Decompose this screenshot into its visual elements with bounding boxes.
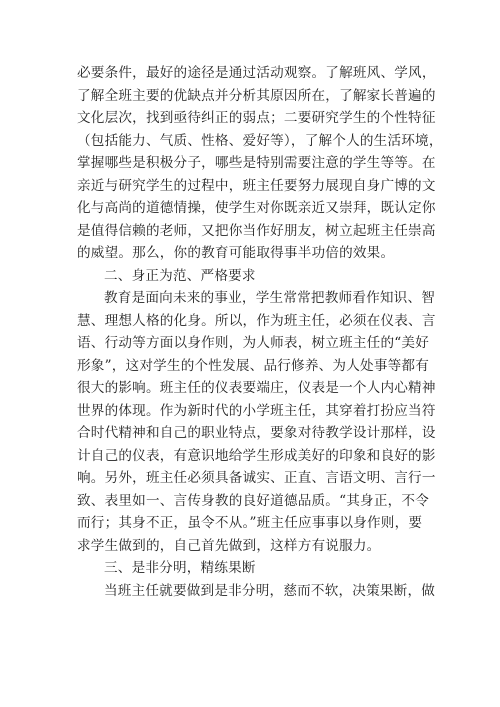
paragraph-line: 的威望。那么，你的教育可能取得事半功倍的效果。 (77, 245, 395, 261)
paragraph-line: 亲近与研究学生的过程中，班主任要努力展现自身广博的文 (77, 177, 436, 194)
section-heading-3: 三、是非分明，精练果断 (104, 560, 256, 576)
paragraph-line: （包括能力、气质、性格、爱好等），了解个人的生活环境， (77, 132, 443, 149)
paragraph-line: 响。另外，班主任必须具备诚实、正直、言语文明、言行一 (77, 470, 436, 486)
paragraph-line: 掌握哪些是积极分子，哪些是特别需要注意的学生等等。在 (77, 155, 436, 171)
document-body (77, 62, 443, 602)
section-heading-2: 二、身正为范、严格要求 (104, 267, 256, 284)
paragraph-line: 计自己的仪表，有意识地给学生形成美好的印象和良好的影 (77, 447, 436, 464)
paragraph-line: 求学生做到的，自己首先做到，这样方有说服力。 (77, 537, 381, 554)
paragraph-line: 合时代精神和自己的职业特点，要象对待教学设计那样，设 (77, 425, 436, 441)
paragraph-line: 而行；其身不正，虽令不从。”班主任应事事以身作则，要 (77, 515, 423, 531)
paragraph-line: 是值得信赖的老师，又把你当作好朋友，树立起班主任崇高 (77, 222, 436, 239)
paragraph-line: 形象”，这对学生的个性发展、品行修养、为人处事等都有 (77, 357, 429, 374)
paragraph-line: 致、表里如一、言传身教的良好道德品质。“其身正，不令 (77, 492, 429, 509)
paragraph-line: 语、行动等方面以身作则，为人师表，树立班主任的“美好 (77, 335, 429, 351)
paragraph-line: 化与高尚的道德情操，使学生对你既亲近又崇拜，既认定你 (77, 200, 436, 216)
paragraph-line: 了解全班主要的优缺点并分析其原因所在，了解家长普遍的 (77, 87, 436, 104)
paragraph-line: 慧、理想人格的化身。所以，作为班主任，必须在仪表、言 (77, 312, 436, 329)
paragraph-line: 教育是面向未来的事业，学生常常把教师看作知识、智 (104, 290, 436, 306)
paragraph-line: 必要条件，最好的途径是通过活动观察。了解班风、学风， (77, 65, 436, 81)
paragraph-line: 世界的体现。作为新时代的小学班主任，其穿着打扮应当符 (77, 402, 436, 419)
paragraph-line: 文化层次，找到亟待纠正的弱点；二要研究学生的个性特征 (77, 110, 436, 126)
paragraph-line: 很大的影响。班主任的仪表要端庄，仪表是一个人内心精神 (77, 380, 436, 396)
paragraph-line: 当班主任就要做到是非分明，慈而不软，决策果断，做 (104, 582, 436, 599)
